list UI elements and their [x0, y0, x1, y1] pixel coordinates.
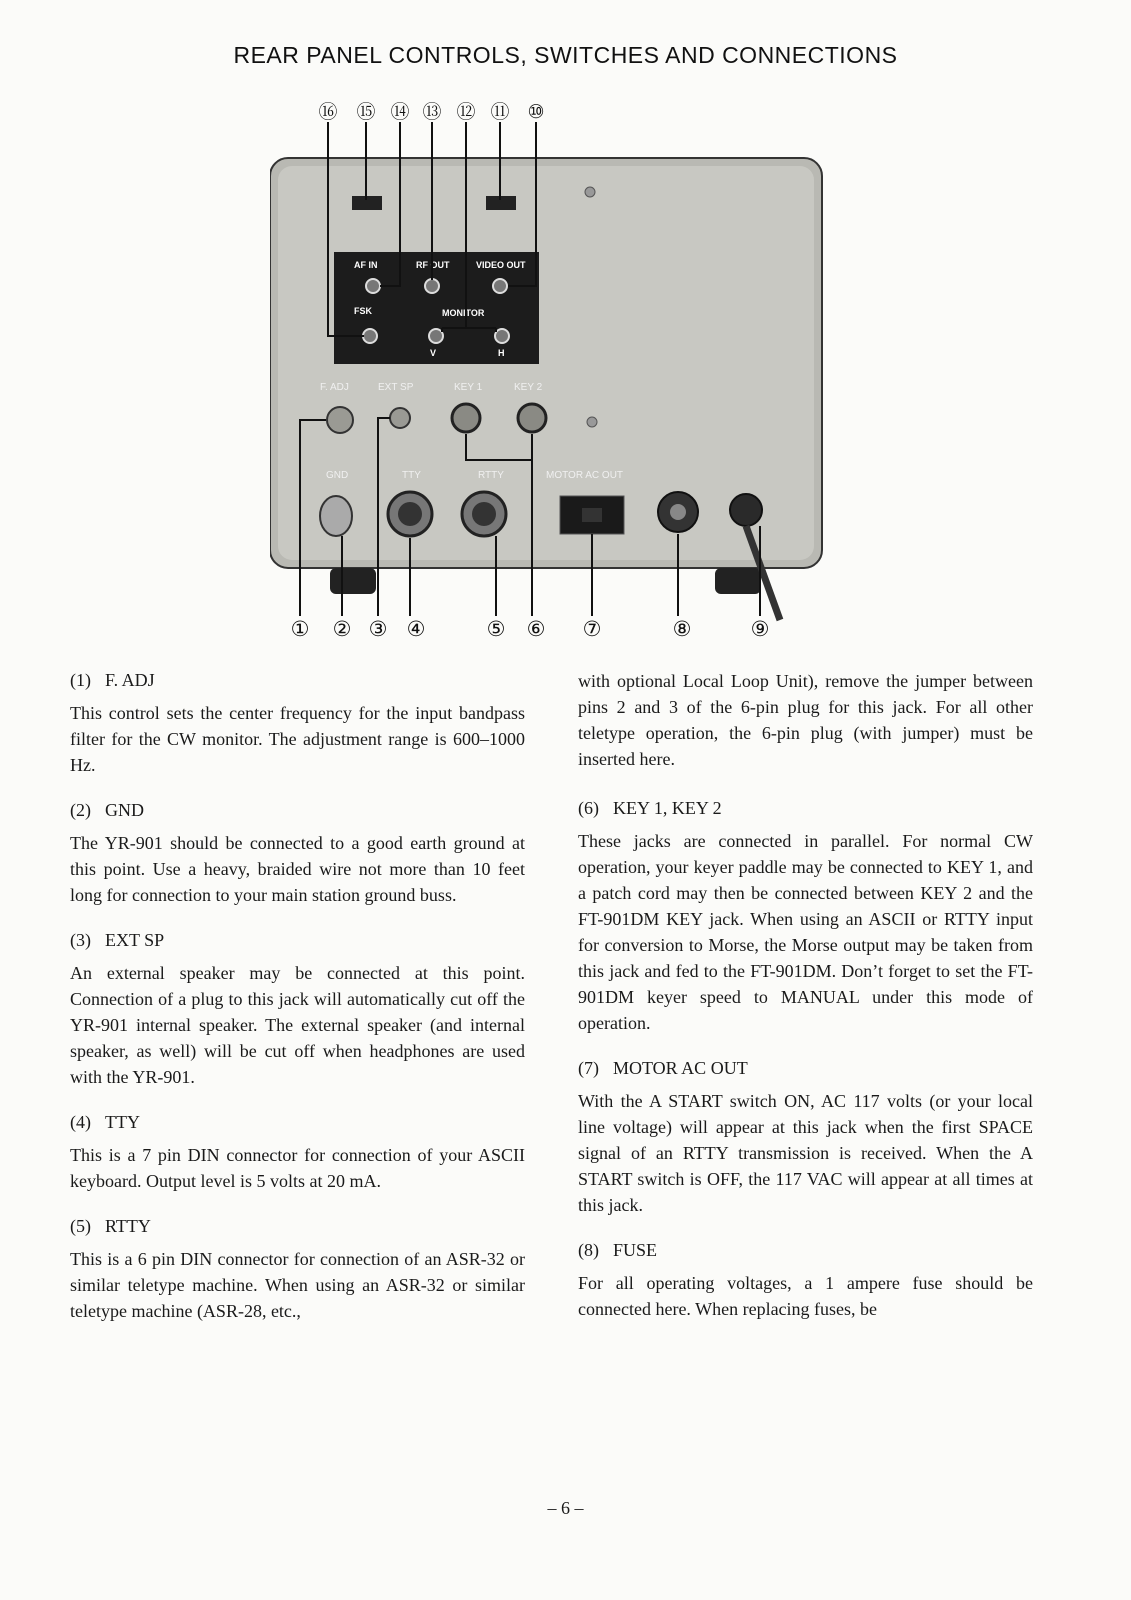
section-f-adj [70, 668, 525, 778]
callout-6: ⑥ [526, 618, 546, 641]
page-title: REAR PANEL CONTROLS, SWITCHES AND CONNECTIONS [233, 42, 898, 68]
rtty-label: RTTY [478, 470, 504, 481]
gnd-label: GND [326, 470, 349, 481]
section-rtty [70, 1214, 525, 1324]
callout-11: ⑪ [490, 102, 510, 123]
motor-ac-out-label: MOTOR AC OUT [546, 470, 624, 481]
section-gnd [70, 798, 525, 908]
callout-10: ⑩ [527, 102, 545, 123]
monitor-label: MONITOR [442, 308, 485, 318]
section-body: This control sets the center frequency for the input bandpass filter for the CW monitor. The adjustment range is 600–1000 Hz. [70, 703, 525, 775]
callout-1: ① [290, 618, 310, 641]
fsk-jack [363, 329, 377, 343]
rf-out-label: RF OUT [416, 260, 450, 270]
foot-right [715, 568, 761, 594]
section-heading: GND [105, 800, 144, 820]
section-heading: EXT SP [105, 930, 165, 950]
callout-9: ⑨ [750, 618, 770, 641]
ext-sp-jack [390, 408, 410, 428]
callout-2: ② [332, 618, 352, 641]
section-number: (7) [578, 1058, 599, 1078]
foot-left [330, 568, 376, 594]
section-number: (4) [70, 1112, 91, 1132]
callout-15: ⑮ [356, 102, 376, 123]
section-number: (1) [70, 670, 91, 690]
rear-panel-photo [270, 100, 830, 655]
section-fuse [578, 1238, 1033, 1322]
f-adj-knob [327, 407, 353, 433]
callout-13: ⑬ [422, 102, 442, 123]
monitor-v-jack [429, 329, 443, 343]
section-body: The YR-901 should be connected to a good earth ground at this point. Use a heavy, braided wire not more than 10 feet long for connection to your main station ground buss. [70, 833, 525, 905]
video-out-label: VIDEO OUT [476, 260, 526, 270]
section-number: (3) [70, 930, 91, 950]
section-body: For all operating voltages, a 1 ampere fuse should be connected here. When replacing fuses, be [578, 1273, 1033, 1319]
video-out-jack [493, 279, 507, 293]
callout-5: ⑤ [486, 618, 506, 641]
v-label: V [430, 348, 437, 358]
af-in-label: AF IN [354, 260, 378, 270]
section-ext-sp [70, 928, 525, 1090]
tty-label: TTY [402, 470, 421, 481]
f-adj-label: F. ADJ [320, 382, 349, 393]
key1-jack [452, 404, 480, 432]
section-tty [70, 1110, 525, 1194]
section-number: (5) [70, 1216, 91, 1236]
section-number: (6) [578, 798, 599, 818]
key2-label: KEY 2 [514, 382, 543, 393]
rtty-continuation: with optional Local Loop Unit), remove the jumper between pins 2 and 3 of the 6-pin plug for this jack. For all other teletype operation, the 6-pin plug (with jumper) must be inserted here. [578, 671, 1033, 769]
h-label: H [498, 348, 505, 358]
section-body: An external speaker may be connected at this point. Connection of a plug to this jack will automatically cut off the YR-901 internal speaker. The external speaker (and internal speaker, as well) will be cut off when headphones are used with the YR-901. [70, 963, 525, 1087]
callout-14: ⑭ [390, 102, 410, 123]
callout-12: ⑫ [456, 102, 476, 123]
section-number: (8) [578, 1240, 599, 1260]
gnd-terminal [320, 496, 352, 536]
section-body: This is a 7 pin DIN connector for connection of your ASCII keyboard. Output level is 5 volts at 20 mA. [70, 1145, 525, 1191]
power-cord [730, 494, 762, 526]
right-column [578, 668, 1033, 1342]
section-heading: RTTY [105, 1216, 151, 1236]
callout-4: ④ [406, 618, 426, 641]
left-column [70, 668, 525, 1344]
section-heading: FUSE [613, 1240, 658, 1260]
callout-3: ③ [368, 618, 388, 641]
section-key [578, 796, 1033, 1036]
page-number: – 6 – [547, 1498, 584, 1518]
section-body: This is a 6 pin DIN connector for connection of an ASR-32 or similar teletype machine. When using an ASR-32 or similar teletype machine (ASR-28, etc., [70, 1249, 525, 1321]
section-heading: KEY 1, KEY 2 [613, 798, 722, 818]
section-motor-ac-out [578, 1056, 1033, 1218]
fsk-label: FSK [354, 306, 372, 316]
section-body: With the A START switch ON, AC 117 volts (or your local line voltage) will appear at this jack when the first SPACE signal of an RTTY transmission is received. When the A START switch is OFF, the 117 VAC will appear at all times at this jack. [578, 1091, 1033, 1215]
section-heading: MOTOR AC OUT [613, 1058, 748, 1078]
callout-16: ⑯ [318, 102, 338, 123]
ext-sp-label: EXT SP [378, 382, 414, 393]
section-heading: TTY [105, 1112, 140, 1132]
key2-jack [518, 404, 546, 432]
section-heading: F. ADJ [105, 670, 155, 690]
callout-7: ⑦ [582, 618, 602, 641]
monitor-h-jack [495, 329, 509, 343]
section-body: These jacks are connected in parallel. For normal CW operation, your keyer paddle may be connected to KEY 1, and a patch cord may then be connected between KEY 2 and the FT-901DM KEY jack. When using an ASCII or RTTY input for conversion to Morse, the Morse output may be taken from this jack and fed to the FT-901DM. Don’t forget to set the FT-901DM keyer speed to MANUAL under this mode of operation. [578, 831, 1033, 1033]
rf-out-jack [425, 279, 439, 293]
section-number: (2) [70, 800, 91, 820]
key1-label: KEY 1 [454, 382, 483, 393]
af-in-jack [366, 279, 380, 293]
callout-8: ⑧ [672, 618, 692, 641]
